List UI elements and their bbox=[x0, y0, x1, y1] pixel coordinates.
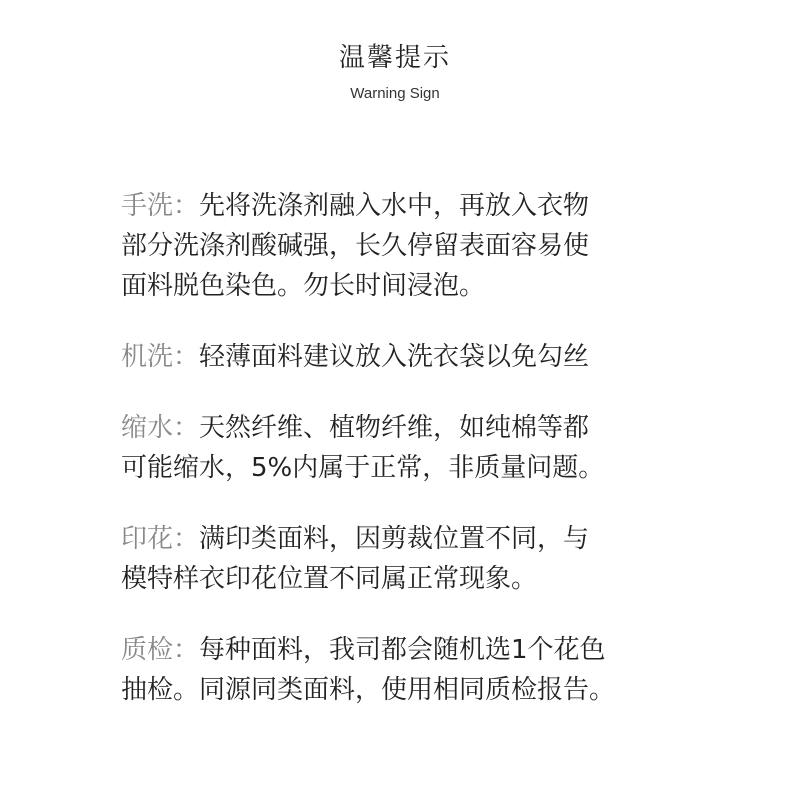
section-line bbox=[121, 408, 681, 448]
section-text: 部分洗涤剂酸碱强，长久停留表面容易使 bbox=[121, 231, 590, 261]
section-hand-wash bbox=[121, 186, 681, 306]
header bbox=[0, 40, 790, 104]
section-label: 手洗： bbox=[121, 191, 200, 221]
section-line bbox=[121, 519, 681, 559]
section-label: 质检： bbox=[121, 635, 200, 665]
section-text: 每种面料，我司都会随机选1个花色 bbox=[199, 635, 606, 665]
section-label: 缩水： bbox=[121, 413, 200, 443]
section-text: 轻薄面料建议放入洗衣袋以免勾丝 bbox=[199, 342, 590, 372]
section-line bbox=[121, 337, 681, 377]
care-instructions bbox=[121, 186, 681, 741]
section-machine-wash bbox=[121, 337, 681, 377]
section-line bbox=[121, 186, 681, 226]
section-text: 抽检。同源同类面料，使用相同质检报告。 bbox=[121, 675, 616, 705]
section-label: 机洗： bbox=[121, 342, 200, 372]
section-text: 可能缩水，5%内属于正常，非质量问题。 bbox=[121, 453, 605, 483]
section-text: 面料脱色染色。勿长时间浸泡。 bbox=[121, 271, 486, 301]
section-quality-check bbox=[121, 630, 681, 710]
section-text: 模特样衣印花位置不同属正常现象。 bbox=[121, 564, 538, 594]
section-shrinkage bbox=[121, 408, 681, 488]
section-print bbox=[121, 519, 681, 599]
section-text: 先将洗涤剂融入水中，再放入衣物 bbox=[199, 191, 590, 221]
section-label: 印花： bbox=[121, 524, 200, 554]
section-text: 满印类面料，因剪裁位置不同，与 bbox=[199, 524, 590, 554]
page-subtitle: Warning Sign bbox=[350, 85, 440, 102]
section-text: 天然纤维、植物纤维，如纯棉等都 bbox=[199, 413, 590, 443]
section-line bbox=[121, 630, 681, 670]
page-title: 温馨提示 bbox=[338, 43, 451, 73]
